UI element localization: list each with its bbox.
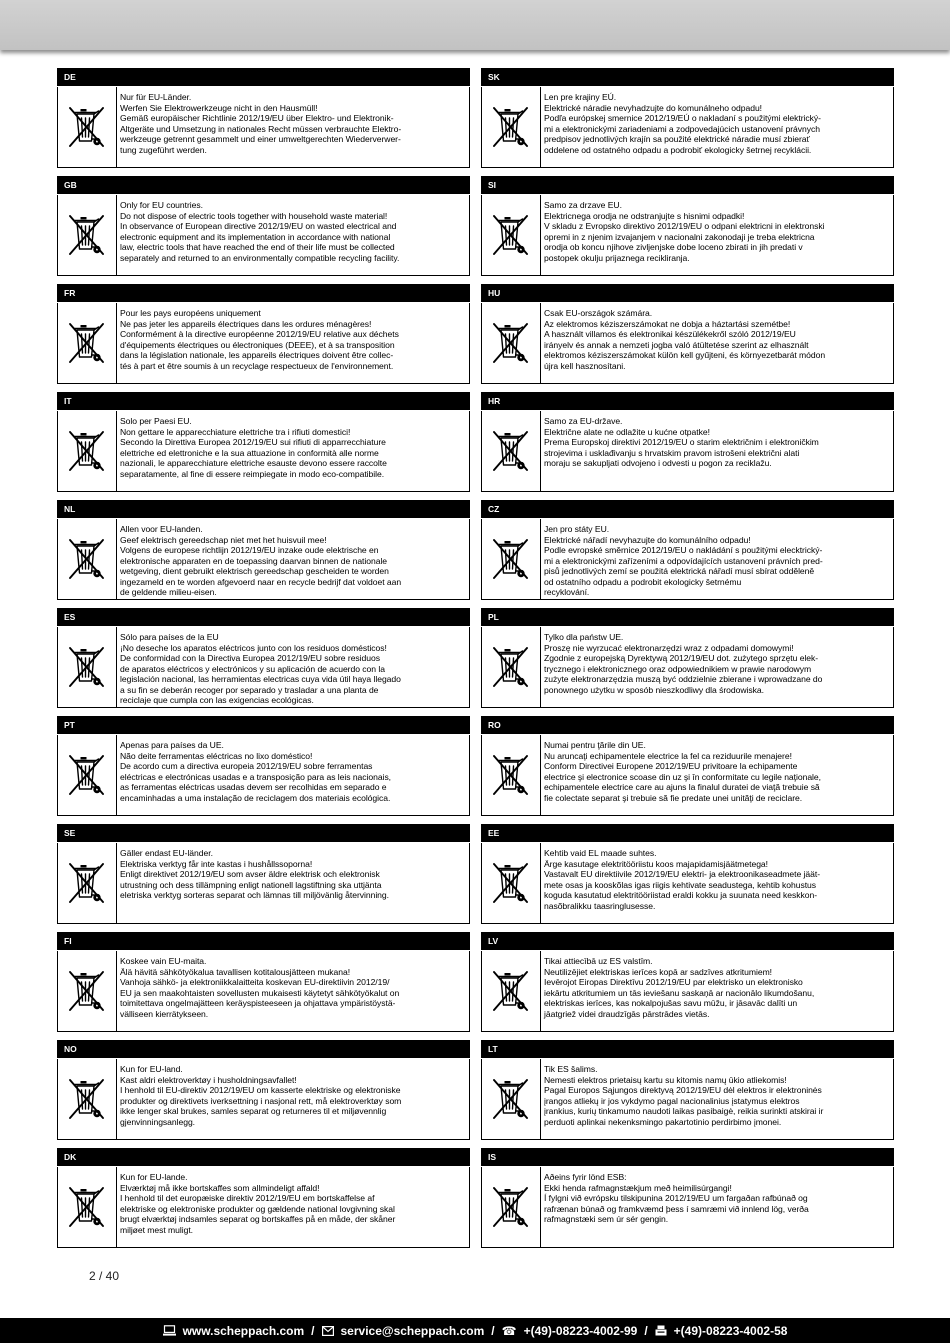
disposal-notice-text: Pour les pays européens uniquement Ne pas jeter les appareils électriques dans les ordures ménagères! Conformément à la directive européenne 2012/19/EU relative aux déchets d'équipements électriques ou électroniques (DEEE), et à sa transposition dans la législation nationale, les appareils électriques doivent être collec- tés à part et être soumis à un recyclage respectueux de l'environnement.: [120, 308, 399, 371]
country-code-header: IT: [57, 392, 470, 410]
country-code-header: EE: [481, 824, 894, 842]
email-icon: [322, 1326, 334, 1336]
section-body: [57, 195, 470, 276]
disposal-notice-text: Kun for EU-lande. Elværktøj må ikke bortskaffes som allmindeligt affald! I henhold til det europæiske direktiv 2012/19/EU em bortskaffelse af elektriske og elektroniske produkter og gældende national lovgivning skal brugt elværktøj indsamles separat og bortskaffes på en måde, der skåner miljøet mest muligt.: [120, 1172, 396, 1235]
disposal-notice-text: Jen pro státy EU. Elektrické nářadí nevyhazujte do komunálního odpadu! Podle evropské směrnice 2012/19/EU o nakládání s použitými elecktrický- mi a elektronickými zařízeními a odpovídajících ustanovení právních pred- pisů jednotlivých zemí se použitá elektrická nářadí musí sbírat odděleně od ostatního odpadu a podrobit ekologicky šetrnému recyklování.: [544, 524, 823, 598]
section-body: [481, 1167, 894, 1248]
footer-separator: /: [491, 1323, 495, 1338]
disposal-notice-text: Len pre krajiny EÚ. Elektrické náradie nevyhadzujte do komunálneho odpadu! Podľa európskej smernice 2012/19/EÚ o nakladaní s použitými elektrický- mi a elektronickými zariadeniami a zodpovedajúcich ustanovení právnych predpisov jednotlivých krajín sa použité elektrické náradie musí zbierať oddelene od ostatného odpadu a podrobiť ekologicky šetrnej recyklácii.: [544, 92, 821, 155]
country-section-se: [57, 824, 470, 924]
country-section-no: [57, 1040, 470, 1140]
country-code-header: SE: [57, 824, 470, 842]
disposal-notice-text: Samo za EU-države. Električne alate ne odlažite u kućne otpatke! Prema Europskoj direktivi 2012/19/EU o starim električnim i elektroničkim strojevima i usklađivanju s hrvatskim pravom istrošeni električni alati moraju se sakupljati odvojeno i odvesti u pogon za reciklažu.: [544, 416, 819, 469]
crossed-out-wheeled-bin-icon: [58, 519, 117, 599]
section-body: [57, 411, 470, 492]
disposal-notice-text: Samo za drzave EU. Elektricnega orodja ne odstranjujte s hisnimi odpadki! V skladu z Evropsko direktivo 2012/19/EU o odpani elektricni in elektronski opremi in z njenim izvajanjem v nacionalni zakonodaji je treba elektricna orodja ob koncu njihove zivljenjske dobe loceno zbirati in jih predati v postopek okulju prijaznega recikliranja.: [544, 200, 825, 263]
country-code-header: LT: [481, 1040, 894, 1058]
disposal-notice-text: Allen voor EU-landen. Geef elektrisch gereedschap niet met het huisvuil mee! Volgens de europese richtlijn 2012/19/EU inzake oude elektrische en elektronische apparaten en de toepassing daarvan binnen de nationale wetgeving, dient gebruikt elektrisch gereedschap gescheiden te worden ingezameld en te worden afgevoerd naar en recycle bedrijf dat voldoet aan de geldende milieu-eisen.: [120, 524, 402, 598]
section-body: [57, 1059, 470, 1140]
crossed-out-wheeled-bin-icon: [58, 1167, 117, 1247]
section-body: [481, 627, 894, 708]
section-body: [57, 1167, 470, 1248]
crossed-out-wheeled-bin-icon: [58, 411, 117, 491]
section-body: [57, 735, 470, 816]
disposal-notice-text: Kun for EU-land. Kast aldri elektroverktøy i husholdningsavfallet! I henhold til EU-direktiv 2012/19/EU om kasserte elektriske og elektroniske produkter og direktivets iverksettning i nasjonal rett, må elektroverktøy som ikke lenger skal brukes, samles separat og returneres til et miljøvennlig gjenvinningsanlegg.: [120, 1064, 402, 1127]
country-code-header: LV: [481, 932, 894, 950]
section-body: [57, 951, 470, 1032]
crossed-out-wheeled-bin-icon: [482, 87, 541, 167]
phone-icon: ☎: [501, 1323, 517, 1338]
crossed-out-wheeled-bin-icon: [482, 411, 541, 491]
footer-separator: /: [644, 1323, 648, 1338]
country-section-fi: [57, 932, 470, 1032]
country-section-sk: [481, 68, 894, 168]
country-section-fr: [57, 284, 470, 384]
crossed-out-wheeled-bin-icon: [58, 627, 117, 707]
crossed-out-wheeled-bin-icon: [482, 627, 541, 707]
country-section-hu: [481, 284, 894, 384]
section-body: [57, 87, 470, 168]
contact-footer: [0, 1318, 950, 1343]
country-code-header: SI: [481, 176, 894, 194]
section-body: [481, 87, 894, 168]
country-section-pl: [481, 608, 894, 708]
crossed-out-wheeled-bin-icon: [58, 951, 117, 1031]
country-section-nl: [57, 500, 470, 600]
crossed-out-wheeled-bin-icon: [482, 195, 541, 275]
country-code-header: NL: [57, 500, 470, 518]
section-body: [481, 735, 894, 816]
section-body: [481, 951, 894, 1032]
country-section-pt: [57, 716, 470, 816]
country-code-header: SK: [481, 68, 894, 86]
top-header-bar: [0, 0, 950, 50]
crossed-out-wheeled-bin-icon: [58, 735, 117, 815]
disposal-notice-text: Apenas para países da UE. Não deite ferramentas eléctricas no lixo doméstico! De acordo cum a directiva europeia 2012/19/EU sobre ferramentas eléctricas e electrónicas usadas e a transposição para as leis nacionais, as ferramentas eléctricas usadas devem ser recolhidas em separado e encaminhadas a uma instalação de reciclagem dos materiais ecológica.: [120, 740, 392, 803]
country-section-dk: [57, 1148, 470, 1248]
disposal-notice-text: Numai pentru ţările din UE. Nu aruncaţi echipamentele electrice la fel ca reziduurile menajere! Conform Directivei Europene 2012/19/EU privitoare la echipamente electrice şi electronice scoase din uz şi în conformitate cu legile naţionale, echipamentele electrice care au ajuns la finalul duratei de viaţă trebuie să fie colectate separat şi trebuie să fie predate unei unităţi de reciclare.: [544, 740, 821, 803]
fax-icon: [655, 1325, 667, 1336]
section-body: [481, 303, 894, 384]
section-body: [57, 843, 470, 924]
crossed-out-wheeled-bin-icon: [482, 843, 541, 923]
disposal-notice-text: Only for EU countries. Do not dispose of electric tools together with household waste material! In observance of European directive 2012/19/EU on wasted electrical and electronic equipment and its implementation in accordance with national law, electric tools that have reached the end of their life must be collected separately and returned to an environmentally compatible recycling facility.: [120, 200, 400, 263]
country-section-it: [57, 392, 470, 492]
country-section-ro: [481, 716, 894, 816]
crossed-out-wheeled-bin-icon: [482, 735, 541, 815]
crossed-out-wheeled-bin-icon: [58, 1059, 117, 1139]
crossed-out-wheeled-bin-icon: [482, 1059, 541, 1139]
country-code-header: IS: [481, 1148, 894, 1166]
country-code-header: NO: [57, 1040, 470, 1058]
country-code-header: PL: [481, 608, 894, 626]
country-code-header: ES: [57, 608, 470, 626]
disposal-notice-text: Solo per Paesi EU. Non gettare le apparecchiature elettriche tra i rifiuti domestici! Secondo la Direttiva Europea 2012/19/EU sui rifiuti di apparrecchiature elettriche ed elettroniche e la sua attuazione in conformità alle norme nazionali, le apparecchiature elettriche esauste devono essere raccolte separatamente, al fine di essere reimpiegate in modo eco-compatibile.: [120, 416, 387, 479]
website-link[interactable]: www.scheppach.com: [182, 1323, 305, 1338]
country-code-header: DK: [57, 1148, 470, 1166]
country-section-hr: [481, 392, 894, 492]
country-code-header: FI: [57, 932, 470, 950]
section-body: [481, 195, 894, 276]
country-section-cz: [481, 500, 894, 600]
country-code-header: FR: [57, 284, 470, 302]
crossed-out-wheeled-bin-icon: [58, 303, 117, 383]
country-code-header: HU: [481, 284, 894, 302]
section-body: [481, 1059, 894, 1140]
disposal-notice-text: Tylko dla państw UE. Proszę nie wyrzucać elektronarzędzi wraz z odpadami domowymi! Zgodnie z europejską Dyrektywą 2012/19/EU dot. zużytego sprzętu elek- trycznego i elektronicznego oraz odpowiednikiem w prawie narodowym zużyte elektronarzędzia muszą być oddzielnie zbierane i wprowadzane do ponownego użytku w sposób nieszkodliwy dla środowiska.: [544, 632, 823, 695]
country-code-header: GB: [57, 176, 470, 194]
country-section-si: [481, 176, 894, 276]
crossed-out-wheeled-bin-icon: [58, 843, 117, 923]
disposal-notice-text: Csak EU-országok számára. Az elektromos kéziszerszámokat ne dobja a háztartási szemétbe! A használt villamos és elektronikai készülékekről szóló 2012/19/EU irányelv és annak a nemzeti jogba való átültetése szerint az elhasznált elektromos kéziszerszámokat külön kell gyűjteni, és környezetbarát módon újra kell hasznosítani.: [544, 308, 826, 371]
section-body: [57, 627, 470, 708]
country-section-es: [57, 608, 470, 708]
section-body: [57, 303, 470, 384]
section-body: [481, 843, 894, 924]
crossed-out-wheeled-bin-icon: [482, 951, 541, 1031]
crossed-out-wheeled-bin-icon: [482, 519, 541, 599]
country-code-header: DE: [57, 68, 470, 86]
phone-number: +(49)-08223-4002-99: [523, 1323, 638, 1338]
fax-number: +(49)-08223-4002-58: [673, 1323, 788, 1338]
country-section-de: [57, 68, 470, 168]
country-section-gb: [57, 176, 470, 276]
crossed-out-wheeled-bin-icon: [482, 303, 541, 383]
country-code-header: CZ: [481, 500, 894, 518]
disposal-notice-text: Koskee vain EU-maita. Älä hävitä sähkötyökalua tavallisen kotitalousjätteen mukana! Vanhoja sähkö- ja elektroniikkalaitteita koskevan EU-direktiivin 2012/19/ EU ja sen maakohtaisten sovellusten mukaisesti käytetyt sähkötyökalut on toimitettava ongelmajätteen keräyspisteeseen ja ohjattava ympäristöystä- välliseen kierrätykseen.: [120, 956, 400, 1019]
country-section-lv: [481, 932, 894, 1032]
disposal-notice-text: Kehtib vaid EL maade suhtes. Ärge kasutage elektritööriistu koos majapidamisjäätmetega! Vastavalt EU direktiivile 2012/19/EU elektri- ja elektroonikaseadmete jäät- mete osas ja kooskõlas igas riigis kehtivate seadustega, kehtib kohustus koguda kasutatud elektritööriistad eraldi kokku ja suunata need keskkon- nasõbralikku taasringlusesse.: [544, 848, 821, 911]
crossed-out-wheeled-bin-icon: [58, 195, 117, 275]
country-section-ee: [481, 824, 894, 924]
section-body: [481, 519, 894, 600]
page-number: 2 / 40: [89, 1269, 120, 1283]
country-section-is: [481, 1148, 894, 1248]
disposal-notice-text: Nur für EU-Länder. Werfen Sie Elektrowerkzeuge nicht in den Hausmüll! Gemäß europäischer Richtlinie 2012/19/EU über Elektro- und Elektronik- Altgeräte und Umsetzung in nationales Recht müssen verbrauchte Elektro- werkzeuge getrennt gesammelt und einer umweltgerechten Wiederverwer- tung zugeführt werden.: [120, 92, 402, 155]
disposal-notice-text: Gäller endast EU-länder. Elektriska verktyg får inte kastas i hushållssoporna! Enligt direktivet 2012/19/EU som avser äldre elektrisk och elektronisk utrustning och dess tillämpning enligt nationell lagstiftning ska uttjänta eletriska verktyg sorteras separat och lämnas till miljövänlig återvinning.: [120, 848, 389, 901]
crossed-out-wheeled-bin-icon: [482, 1167, 541, 1247]
section-body: [481, 411, 894, 492]
disposal-notice-text: Tik ES šalims. Nemesti elektros prietaisų kartu su kitomis namų ūkio atliekomis! Pagal Europos Sąjungos direktyvą 2012/19/EU dėl elektros ir elektroninės įrangos atliekų ir jos vykdymo pagal nacionalinius įstatymus elektros įrankius, kurių tinkamumo naudoti laikas pasibaigė, reikia surinkti atskirai ir perduoti aplinkai nekenksmingo pakartotinio perdirbimo įmonei.: [544, 1064, 824, 1127]
section-body: [57, 519, 470, 600]
footer-separator: /: [311, 1323, 315, 1338]
crossed-out-wheeled-bin-icon: [58, 87, 117, 167]
country-code-header: HR: [481, 392, 894, 410]
country-code-header: PT: [57, 716, 470, 734]
country-section-lt: [481, 1040, 894, 1140]
disposal-notice-text: Tikai attiecībā uz ES valstīm. Neutilizējiet elektriskas ierīces kopā ar sadzīves atkritumiem! Ievērojot Eiropas Direktīvu 2012/19/EU par elektrisko un elektronisko iekārtu atkritumiem un tās ieviešanu saskaņā ar nacionālo likumdošanu, elektriskas ierīces, kas nokalpojušas savu mūžu, ir jāsavāc dalīti un jāatgriež videi draudzīgās pārstrādes vietās.: [544, 956, 815, 1019]
country-code-header: RO: [481, 716, 894, 734]
disposal-notice-text: Aðeins fyrir lönd ESB: Ekki henda rafmagnstækjum með heimilisúrgangi! Í fylgni við evrópsku tilskipunina 2012/19/EU um fargaðan rafbúnað og rafrænan búnað og framkvæmd þess í samræmi við innlend lög, verða rafmagnstæki sem úr sér gengin.: [544, 1172, 809, 1225]
weee-disposal-grid: [57, 68, 894, 1252]
disposal-notice-text: Sólo para países de la EU ¡No deseche los aparatos eléctricos junto con los residuos domésticos! De conformidad con la Directiva Europea 2012/19/EU sobre residuos de aparatos eléctricos y electrónicos y su aplicación de acuerdo con la legislación nacional, las herramientas electricas cuya vida útil haya llegado a su fin se deberán recoger por separado y trasladar a una planta de reciclaje que cumpla con las exigencias ecológicas.: [120, 632, 401, 706]
email-link[interactable]: service@scheppach.com: [340, 1323, 485, 1338]
computer-icon: [163, 1325, 176, 1336]
